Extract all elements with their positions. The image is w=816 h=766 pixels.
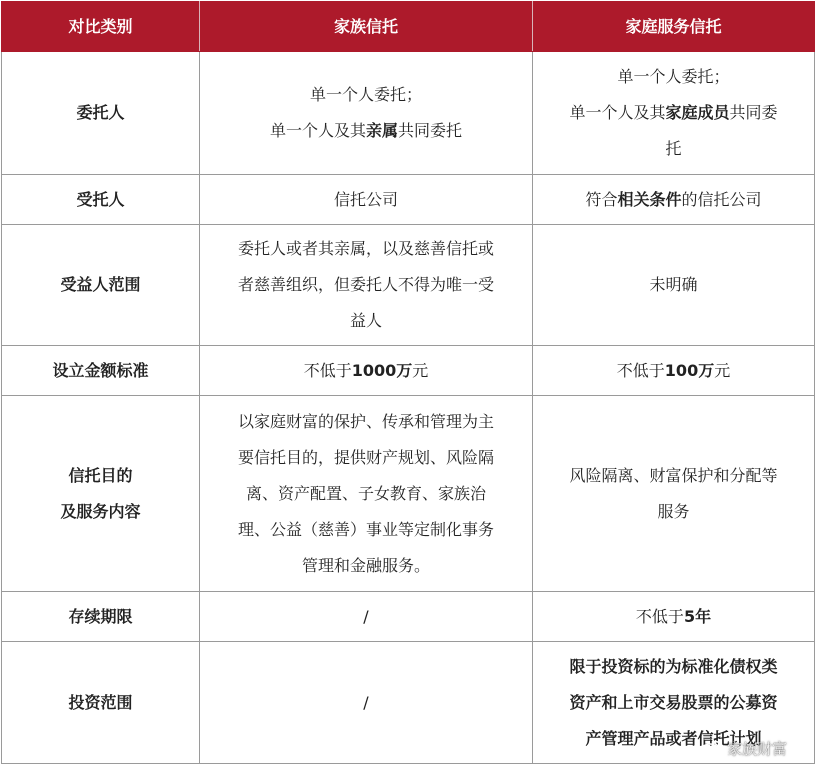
family-trust-cell <box>200 225 533 346</box>
family-trust-cell <box>200 396 533 592</box>
cell-text: 服务 <box>657 501 690 521</box>
cell-line <box>214 685 518 721</box>
cell-text: 符合 <box>585 189 618 209</box>
cell-text: 不低于 <box>616 360 665 380</box>
cell-line <box>214 548 518 584</box>
household-trust-cell <box>533 175 815 225</box>
watermark-text: 家族财富 <box>727 739 788 758</box>
emphasized-text: 家庭成员 <box>665 103 730 122</box>
row-label: 委托人 <box>2 52 200 175</box>
row-label: 受托人 <box>2 175 200 225</box>
cell-text: 理、公益（慈善）事业等定制化事务 <box>237 519 494 539</box>
cell-text: 单一个人委托； <box>309 85 422 104</box>
cell-text: 要信托目的，提供财产规划、风险隔 <box>237 447 494 467</box>
cell-text: 单一个人及其 <box>269 121 366 140</box>
cell-line <box>547 458 800 494</box>
cell-line <box>214 303 518 339</box>
cell-text: 离、资产配置、子女教育、家族治 <box>245 483 486 503</box>
cell-text: 的信托公司 <box>681 189 762 209</box>
cell-line <box>547 131 800 167</box>
cell-line <box>214 599 518 635</box>
cell-line <box>214 440 518 476</box>
header-household-trust: 家庭服务信托 <box>533 2 815 52</box>
emphasized-text: 亲属 <box>365 121 398 140</box>
emphasized-text: 5年 <box>683 606 712 626</box>
emphasized-text: 产管理产品或者信托计划 <box>585 728 762 748</box>
cell-line <box>547 649 800 685</box>
cell-text: 信托公司 <box>333 189 398 209</box>
cell-line <box>214 476 518 512</box>
cell-text: 管理和金融服务。 <box>301 555 430 575</box>
table-row-trustee <box>2 175 815 225</box>
cell-line <box>214 512 518 548</box>
cell-text: 单一个人委托； <box>617 67 730 86</box>
cell-text: 风险隔离、财富保护和分配等 <box>569 465 778 485</box>
cell-line <box>214 353 518 389</box>
cell-line <box>547 59 800 95</box>
row-label: 受益人范围 <box>2 225 200 346</box>
table-row-beneficiary <box>2 225 815 346</box>
row-label: 存续期限 <box>2 592 200 642</box>
cell-line <box>547 353 800 389</box>
cell-text: 单一个人及其 <box>569 103 666 122</box>
cell-line <box>214 113 518 149</box>
cell-line <box>547 721 800 757</box>
comparison-table <box>1 1 815 764</box>
cell-text: 托 <box>665 139 682 158</box>
emphasized-text: 限于投资标的为标准化债权类 <box>569 656 778 676</box>
household-trust-cell <box>533 592 815 642</box>
cell-text: 元 <box>412 360 429 380</box>
header-family-trust: 家族信托 <box>200 2 533 52</box>
header-row <box>2 2 815 52</box>
row-label: 设立金额标准 <box>2 346 200 396</box>
table-body <box>2 52 815 764</box>
cell-line <box>214 404 518 440</box>
table-row-purpose <box>2 396 815 592</box>
family-trust-cell <box>200 642 533 764</box>
row-label-line: 及服务内容 <box>60 501 141 521</box>
household-trust-cell <box>533 52 815 175</box>
table-row-settlor <box>2 52 815 175</box>
row-label-line: 信托目的 <box>68 465 133 485</box>
cell-text: 元 <box>714 360 731 380</box>
cell-line <box>547 95 800 131</box>
emphasized-text: 相关条件 <box>617 189 682 209</box>
cell-text: 以家庭财富的保护、传承和管理为主 <box>237 411 494 431</box>
household-trust-cell <box>533 642 815 764</box>
household-trust-cell <box>533 225 815 346</box>
cell-line <box>547 599 800 635</box>
cell-text: 未明确 <box>649 275 698 294</box>
cell-text: 益人 <box>349 311 382 330</box>
table-row-duration <box>2 592 815 642</box>
family-trust-cell <box>200 52 533 175</box>
family-trust-cell <box>200 592 533 642</box>
cell-text: 共同委 <box>729 103 778 122</box>
cell-text: 委托人或者其亲属，以及慈善信托或 <box>237 239 494 258</box>
emphasized-text: 1000万 <box>351 360 413 380</box>
household-trust-cell <box>533 396 815 592</box>
emphasized-text: 资产和上市交易股票的公募资 <box>569 692 778 712</box>
cell-text: 不低于 <box>635 606 684 626</box>
cell-line <box>214 182 518 218</box>
cell-text: 者慈善组织，但委托人不得为唯一受 <box>237 275 494 294</box>
cell-line <box>547 182 800 218</box>
cell-line <box>214 77 518 113</box>
family-trust-cell <box>200 175 533 225</box>
cell-line <box>214 267 518 303</box>
row-label-multiline <box>2 396 200 592</box>
cell-text: 不低于 <box>303 360 352 380</box>
family-trust-cell <box>200 346 533 396</box>
cell-text: 共同委托 <box>398 121 463 140</box>
household-trust-cell <box>533 346 815 396</box>
emphasized-text: 100万 <box>664 360 715 380</box>
table-row-amount <box>2 346 815 396</box>
cell-line <box>214 231 518 267</box>
cell-line <box>547 267 800 303</box>
header-category: 对比类别 <box>2 2 200 52</box>
table-row-investment <box>2 642 815 764</box>
cell-line <box>547 494 800 530</box>
cell-line <box>547 685 800 721</box>
cell-text: / <box>363 692 369 712</box>
row-label: 投资范围 <box>2 642 200 764</box>
cell-text: / <box>363 606 369 626</box>
